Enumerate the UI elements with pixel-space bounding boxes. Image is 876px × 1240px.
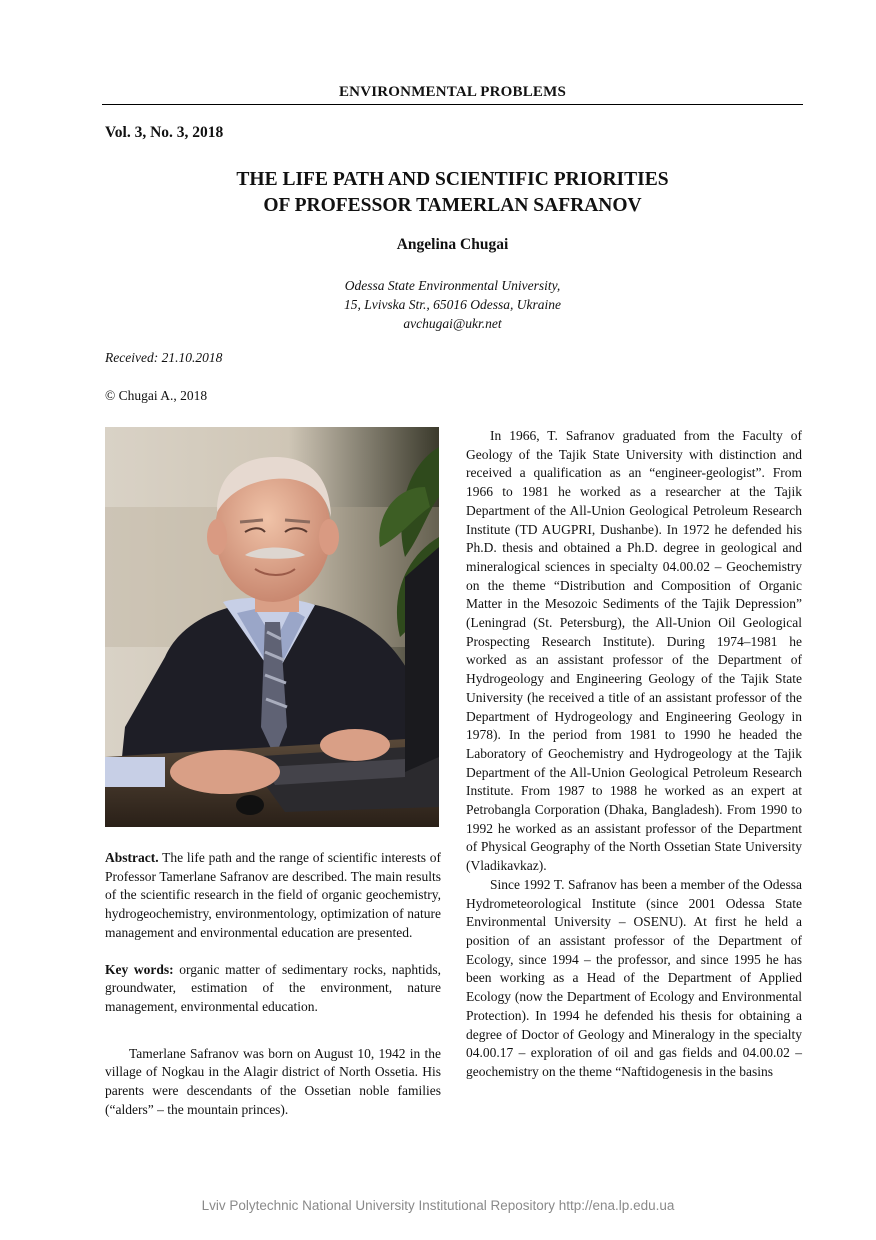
left-column: [105, 849, 441, 1119]
title-line-1: THE LIFE PATH AND SCIENTIFIC PRIORITIES: [236, 169, 669, 190]
author-name: Angelina Chugai: [396, 236, 509, 253]
abstract-paragraph: [105, 849, 441, 943]
received-date: Received: 21.10.2018: [105, 350, 223, 365]
author-portrait-photo: [105, 427, 439, 827]
body-paragraph-odessa: Since 1992 T. Safranov has been a member of the Odessa Hydrometeorological Institute (since 2001 Odessa State Environmental University – OSENU). At first he held a position of an assistant professor of the Department of Ecology, since 1994 – the professor, and since 1995 he has been working as a Head of the Department of Applied Ecology (now the Department of Ecology and Environmental Protection). In 1994 he defended his thesis for obtaining a degree of Doctor of Geology and Mineralogy in the specialty 04.00.17 – exploration of oil and gas fields and 04.00.02 – geochemistry on the theme “Naftidogenesis in the basins: [466, 876, 802, 1079]
affiliation-line-1: Odessa State Environmental University,: [344, 278, 561, 293]
right-column: [466, 427, 802, 1082]
journal-header: ENVIRONMENTAL PROBLEMS: [338, 84, 567, 100]
keywords-paragraph: [105, 961, 441, 1017]
copyright-notice: © Chugai A., 2018: [105, 388, 208, 403]
keywords-text: organic matter of sedimentary rocks, naphtids, groundwater, estimation of the environment, nature management, environmental education.: [105, 961, 441, 1014]
body-paragraph-birth: Tamerlane Safranov was born on August 10, 1942 in the village of Nogkau in the Alagir district of North Ossetia. His parents were descendants of the Ossetian noble families (“alders” – the mountain princes).: [105, 1045, 441, 1117]
article-title: [102, 167, 803, 219]
affiliation: [102, 276, 803, 333]
author-email[interactable]: avchugai@ukr.net: [403, 316, 502, 331]
header-rule: [102, 104, 803, 105]
keywords-label: Key words:: [105, 961, 174, 977]
affiliation-line-2: 15, Lvivska Str., 65016 Odessa, Ukraine: [343, 297, 562, 312]
title-line-2: OF PROFESSOR TAMERLAN SAFRANOV: [263, 195, 642, 216]
abstract-text: The life path and the range of scientific interests of Professor Tamerlane Safranov are described. The main results of the scientific research in the field of organic geochemistry, hydrogeochemistry, environmentology, optimization of nature management and environmental education are presented.: [105, 850, 441, 940]
abstract-label: Abstract.: [105, 850, 159, 865]
repository-footer: Lviv Polytechnic National University Institutional Repository http://ena.lp.edu.ua: [201, 1198, 675, 1213]
volume-line: Vol. 3, No. 3, 2018: [105, 124, 224, 141]
body-paragraph-career: In 1966, T. Safranov graduated from the Faculty of Geology of the Tajik State University with distinction and received a qualification as an “engineer-geologist”. From 1966 to 1981 he worked as a researcher at the Tajik Department of the All-Union Geological Petroleum Research Institute (TD AUGPRI, Dushanbe). In 1972 he defended his Ph.D. thesis and obtained a Ph.D. degree in geological and mineralogical sciences in specialty 04.00.02 – Geochemistry on the theme “Distribution and Composition of Organic Matter in the Mesozoic Sediments of the Tajik Depression” (Leningrad (St. Petersburg), the All-Union Oil Geological Prospecting Research Institute). During 1974–1981 he worked as an assistant professor of the Department of Hydrogeology and Engineering Geology of the Tajik State University (he received a title of an assistant professor of the Department of Hydrogeology and Engineering Geology in 1978). In the period from 1981 to 1990 he headed the Laboratory of Geochemistry and Hydrogeology at the Tajik Department of the All-Union Geological Petroleum Research Institute. From 1987 to 1988 he worked as an expert at Petrobangla Corporation (Dhaka, Bangladesh). From 1990 to 1992 he worked as an assistant professor of the Department of Physical Geography of the North Ossetian State University (Vladikavkaz).: [466, 428, 802, 874]
